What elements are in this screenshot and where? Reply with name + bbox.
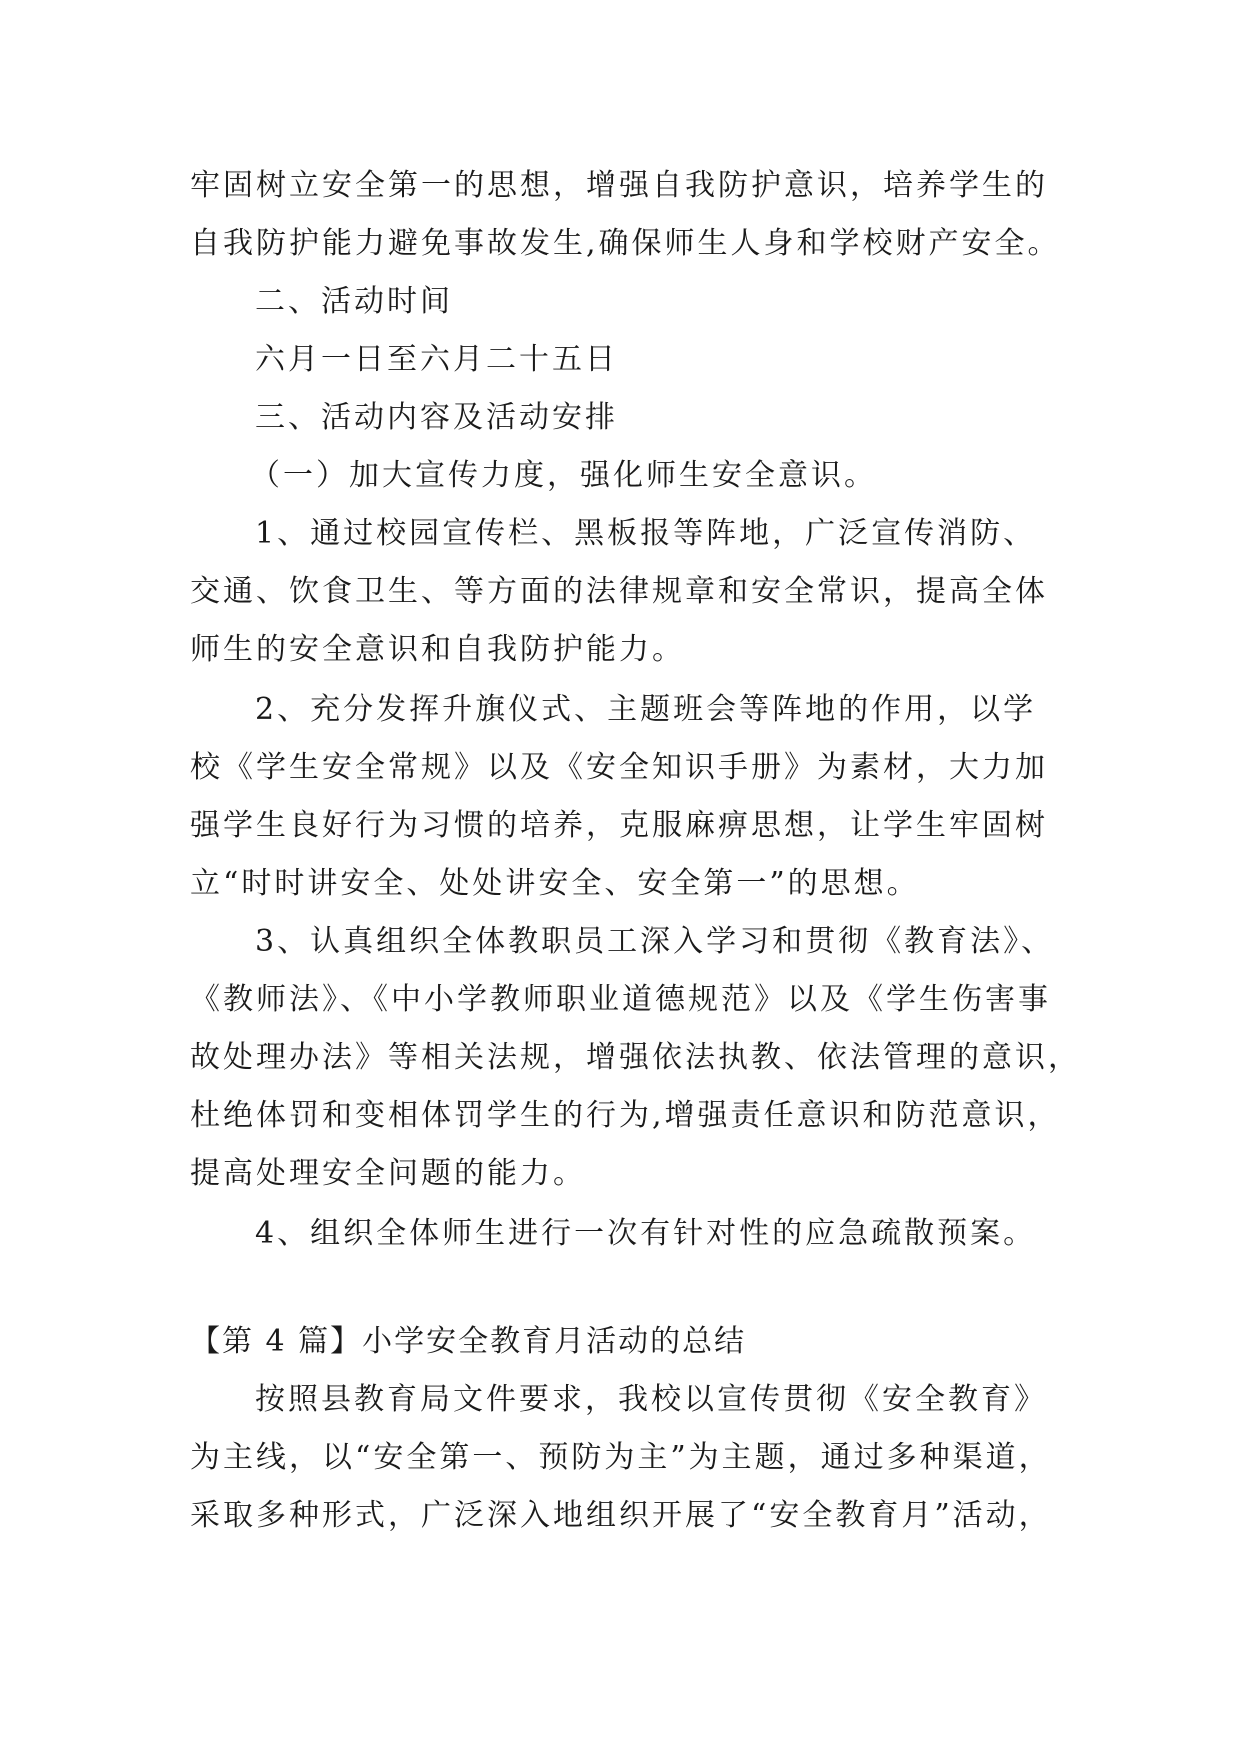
paragraph-line: 自我防护能力避免事故发生,确保师生人身和学校财产安全。 — [190, 226, 1061, 261]
paragraph-line: 《教师法》、《中小学教师职业道德规范》以及《学生伤害事 — [190, 982, 1051, 1017]
paragraph-line: 按照县教育局文件要求，我校以宣传贯彻《安全教育》 — [255, 1382, 1047, 1417]
paragraph-line: 牢固树立安全第一的思想，增强自我防护意识，培养学生的 — [190, 168, 1048, 203]
paragraph-line: 师生的安全意识和自我防护能力。 — [190, 632, 685, 667]
subsection-heading: （一）加大宣传力度，强化师生安全意识。 — [250, 458, 877, 493]
paragraph-line: 1、通过校园宣传栏、黑板报等阵地，广泛宣传消防、 — [255, 516, 1037, 551]
paragraph-line: 故处理办法》等相关法规，增强依法执教、依法管理的意识， — [190, 1040, 1081, 1075]
paragraph-line: 采取多种形式，广泛深入地组织开展了“安全教育月”活动， — [190, 1498, 1052, 1533]
paragraph-line: 4、组织全体师生进行一次有针对性的应急疏散预案。 — [255, 1216, 1037, 1251]
paragraph-line: 3、认真组织全体教职员工深入学习和贯彻《教育法》、 — [255, 924, 1055, 959]
paragraph-line: 杜绝体罚和变相体罚学生的行为,增强责任意识和防范意识， — [190, 1098, 1061, 1133]
paragraph-line: 提高处理安全问题的能力。 — [190, 1156, 586, 1191]
paragraph-line: 校《学生安全常规》以及《安全知识手册》为素材，大力加 — [190, 750, 1048, 785]
paragraph-line: 交通、饮食卫生、等方面的法律规章和安全常识，提高全体 — [190, 574, 1048, 609]
section-heading: 二、活动时间 — [255, 284, 453, 319]
section-heading: 三、活动内容及活动安排 — [255, 400, 618, 435]
article-heading: 【第 4 篇】小学安全教育月活动的总结 — [190, 1324, 747, 1359]
paragraph-line: 为主线，以“安全第一、预防为主”为主题，通过多种渠道， — [190, 1440, 1052, 1475]
paragraph-line: 六月一日至六月二十五日 — [255, 342, 618, 377]
paragraph-line: 2、充分发挥升旗仪式、主题班会等阵地的作用，以学 — [255, 692, 1037, 727]
paragraph-line: 强学生良好行为习惯的培养，克服麻痹思想，让学生牢固树 — [190, 808, 1048, 843]
paragraph-line: 立“时时讲安全、处处讲安全、安全第一”的思想。 — [190, 866, 920, 901]
